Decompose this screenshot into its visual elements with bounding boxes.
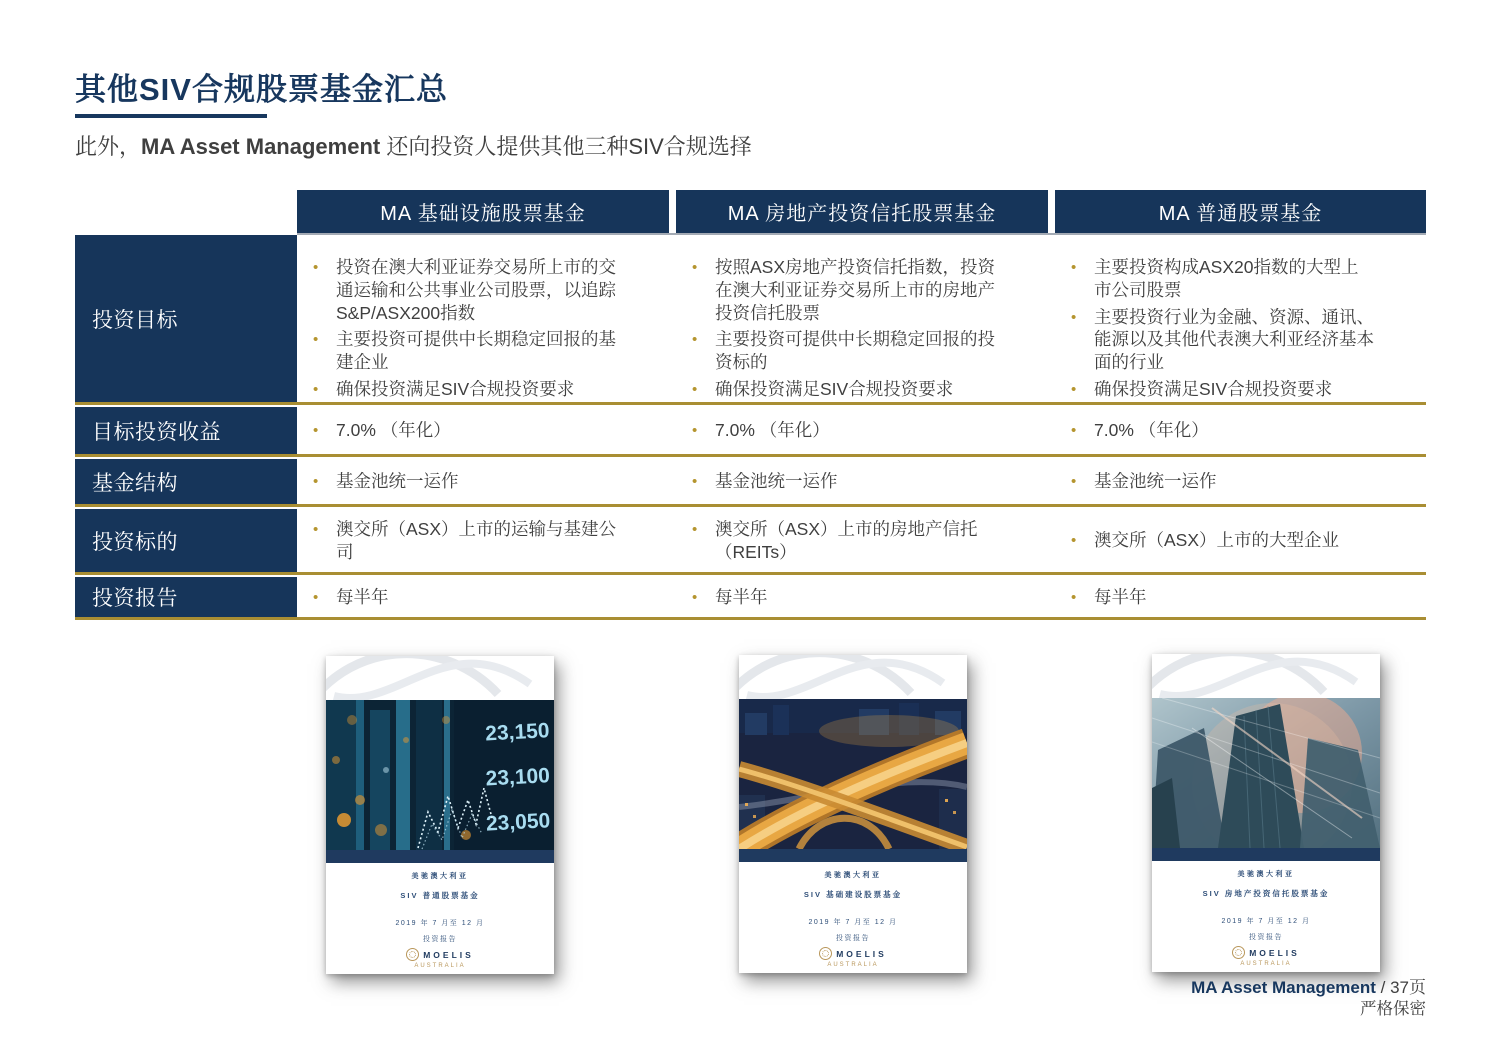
bullet-text: 基金池统一运作 <box>715 471 838 491</box>
moelis-logo-text: MOELIS <box>423 949 474 960</box>
row-label: 投资标的 <box>75 509 297 572</box>
moelis-logo <box>739 947 967 960</box>
moelis-ring-icon <box>819 947 832 960</box>
bullet-text: 确保投资满足SIV合规投资要求 <box>336 378 575 399</box>
bullet-text: 7.0% （年化） <box>715 420 830 440</box>
bullet-text: 基金池统一运作 <box>1094 471 1217 491</box>
column-header-reit-fund: MA 房地产投资信托股票基金 <box>676 190 1048 233</box>
list-item <box>692 256 996 324</box>
moelis-logo <box>1152 946 1380 959</box>
table-cell <box>1055 235 1426 402</box>
bullet-icon: • <box>1071 422 1077 439</box>
table-cell <box>1055 459 1426 504</box>
moelis-ring-icon <box>1232 946 1245 959</box>
column-gap <box>1048 235 1055 402</box>
table-cell <box>297 577 669 617</box>
cover-navy-band <box>1152 848 1380 861</box>
bullet-icon: • <box>1071 308 1077 326</box>
bullet-text: 澳交所（ASX）上市的大型企业 <box>1094 530 1340 550</box>
page-title: 其他SIV合规股票基金汇总 <box>75 72 448 107</box>
cover-doc-type: 投资报告 <box>836 935 870 942</box>
cover-fund-title: SIV 房地产投资信托股票基金 <box>1202 889 1330 898</box>
column-gap <box>1048 190 1055 233</box>
bullet-text: 投资在澳大利亚证券交易所上市的交通运输和公共事业公司股票，以追踪S&P/ASX200指数 <box>336 257 616 323</box>
table-cell <box>676 235 1048 402</box>
bullet-icon: • <box>692 380 698 398</box>
bullet-text: 7.0% （年化） <box>1094 420 1209 440</box>
list-item <box>313 419 617 442</box>
row-label: 投资报告 <box>75 577 297 617</box>
list-item <box>1071 586 1374 609</box>
bullet-icon: • <box>313 588 319 606</box>
moelis-logo-subtext: AUSTRALIA <box>827 962 879 968</box>
bullet-text: 每半年 <box>715 586 768 607</box>
column-gap <box>669 577 676 617</box>
page-subtitle <box>75 130 752 161</box>
cover-period: 2019 年 7 月至 12 月 <box>808 919 898 926</box>
table-cell <box>1055 577 1426 617</box>
bullet-icon: • <box>313 259 319 276</box>
ticker-value: 23,050 <box>485 809 551 836</box>
table-body <box>75 235 1426 620</box>
cover-period: 2019 年 7 月至 12 月 <box>395 920 485 927</box>
moelis-logo-subtext: AUSTRALIA <box>414 963 466 969</box>
column-gap <box>669 190 676 233</box>
subtitle-suffix: 还向投资人提供其他三种SIV合规选择 <box>380 134 752 159</box>
bullet-text: 每半年 <box>1094 586 1147 607</box>
footer-confidential: 严格保密 <box>1360 1000 1426 1019</box>
cover-doc-type: 投资报告 <box>423 936 457 943</box>
list-item <box>692 518 996 564</box>
column-header-general-fund: MA 普通股票基金 <box>1055 190 1426 233</box>
bullet-icon: • <box>313 331 319 349</box>
table-row-fund-structure <box>75 459 1426 507</box>
list-item <box>313 256 617 324</box>
table-cell <box>297 509 669 572</box>
list-item <box>313 586 617 609</box>
title-underline <box>75 114 267 118</box>
list-item <box>692 419 996 442</box>
list-item <box>692 378 996 401</box>
table-cell <box>676 459 1048 504</box>
column-gap <box>1048 407 1055 454</box>
bullet-text: 澳交所（ASX）上市的运输与基建公司 <box>336 518 617 562</box>
ticker-value: 23,150 <box>484 719 551 746</box>
row-label: 投资目标 <box>75 235 297 402</box>
cover-fund-title: SIV 基础建设股票基金 <box>803 890 903 899</box>
bullet-icon: • <box>313 473 319 490</box>
table-cell <box>297 459 669 504</box>
column-gap <box>669 407 676 454</box>
table-cell <box>676 407 1048 454</box>
bullet-icon: • <box>313 520 319 538</box>
moelis-logo-subtext: AUSTRALIA <box>1240 961 1292 967</box>
list-item <box>313 378 617 401</box>
list-item <box>1071 470 1374 493</box>
table-row-investment-objective <box>75 235 1426 405</box>
list-item <box>1071 306 1374 374</box>
bullet-text: 按照ASX房地产投资信托指数，投资在澳大利亚证券交易所上市的房地产投资信托股票 <box>715 257 996 323</box>
table-cell <box>297 407 669 454</box>
footer-page-number: / 37页 <box>1375 978 1426 997</box>
moelis-logo <box>326 948 554 961</box>
bullet-icon: • <box>313 422 319 439</box>
table-cell <box>676 509 1048 572</box>
bullet-text: 每半年 <box>336 586 389 607</box>
table-row-reporting <box>75 577 1426 620</box>
table-row-investment-targets <box>75 509 1426 575</box>
list-item <box>692 328 996 374</box>
column-gap <box>1048 577 1055 617</box>
highway-night-photo <box>739 699 967 849</box>
moelis-watermark-icon <box>739 655 967 699</box>
column-gap <box>669 235 676 402</box>
cover-org: 美驰澳大利亚 <box>1237 871 1295 878</box>
moelis-watermark-icon <box>326 656 554 700</box>
cover-doc-type: 投资报告 <box>1249 934 1283 941</box>
fund-comparison-table <box>75 190 1426 622</box>
list-item <box>692 470 996 493</box>
footer-brand-page <box>1191 977 1426 999</box>
ticker-value: 23,100 <box>485 764 551 791</box>
cover-navy-band <box>739 849 967 862</box>
list-item <box>1071 378 1374 401</box>
column-gap <box>669 459 676 504</box>
row-label: 基金结构 <box>75 459 297 504</box>
footer-brand: MA Asset Management <box>1191 978 1376 997</box>
bullet-icon: • <box>313 380 319 398</box>
list-item <box>313 328 617 374</box>
table-cell <box>1055 407 1426 454</box>
header-spacer <box>75 190 297 233</box>
bullet-icon: • <box>1071 259 1077 276</box>
bullet-text: 基金池统一运作 <box>336 471 459 491</box>
cover-period: 2019 年 7 月至 12 月 <box>1221 918 1311 925</box>
bullet-icon: • <box>1071 588 1077 606</box>
subtitle-brand: MA Asset Management <box>141 134 381 159</box>
bullet-icon: • <box>692 259 698 276</box>
bullet-text: 确保投资满足SIV合规投资要求 <box>715 378 954 399</box>
column-gap <box>669 509 676 572</box>
list-item <box>1071 419 1374 442</box>
cover-navy-band <box>326 850 554 863</box>
table-row-target-return <box>75 407 1426 457</box>
column-header-infrastructure-fund: MA 基础设施股票基金 <box>297 190 669 233</box>
column-gap <box>1048 459 1055 504</box>
cover-fund-title: SIV 普通股票基金 <box>400 891 480 900</box>
bullet-icon: • <box>692 422 698 439</box>
subtitle-prefix: 此外， <box>75 134 142 159</box>
moelis-watermark-icon <box>1152 654 1380 698</box>
column-gap <box>1048 509 1055 572</box>
report-cover-general-equity <box>326 656 554 974</box>
table-header-row <box>75 190 1426 233</box>
list-item <box>692 586 996 609</box>
bullet-text: 主要投资行业为金融、资源、通讯、能源以及其他代表澳大利亚经济基本面的行业 <box>1094 306 1374 372</box>
bullet-icon: • <box>692 520 698 538</box>
bullet-icon: • <box>1071 532 1077 549</box>
list-item <box>313 470 617 493</box>
report-cover-reit <box>1152 654 1380 972</box>
cover-org: 美驰澳大利亚 <box>411 873 469 880</box>
moelis-ring-icon <box>406 948 419 961</box>
list-item <box>1071 256 1374 302</box>
moelis-logo-text: MOELIS <box>1249 947 1300 958</box>
bullet-text: 主要投资构成ASX20指数的大型上市公司股票 <box>1094 257 1359 300</box>
bullet-text: 主要投资可提供中长期稳定回报的基建企业 <box>336 329 616 372</box>
slide-footer <box>1191 977 1426 1021</box>
moelis-logo-text: MOELIS <box>836 948 887 959</box>
report-cover-infrastructure <box>739 655 967 973</box>
bullet-text: 主要投资可提供中长期稳定回报的投资标的 <box>715 329 995 372</box>
list-item <box>313 518 617 564</box>
bullet-icon: • <box>692 331 698 349</box>
bullet-icon: • <box>692 588 698 606</box>
cover-org: 美驰澳大利亚 <box>824 872 882 879</box>
bullet-icon: • <box>1071 380 1077 398</box>
bullet-text: 确保投资满足SIV合规投资要求 <box>1094 378 1333 399</box>
skyscraper-photo <box>1152 698 1380 848</box>
stock-board-photo <box>326 700 554 850</box>
table-cell <box>297 235 669 402</box>
bullet-icon: • <box>1071 473 1077 490</box>
list-item <box>1071 529 1374 552</box>
bullet-icon: • <box>692 473 698 490</box>
row-label: 目标投资收益 <box>75 407 297 454</box>
bullet-text: 澳交所（ASX）上市的房地产信托（REITs） <box>715 518 978 562</box>
bullet-text: 7.0% （年化） <box>336 420 451 440</box>
table-cell <box>676 577 1048 617</box>
table-cell <box>1055 509 1426 572</box>
